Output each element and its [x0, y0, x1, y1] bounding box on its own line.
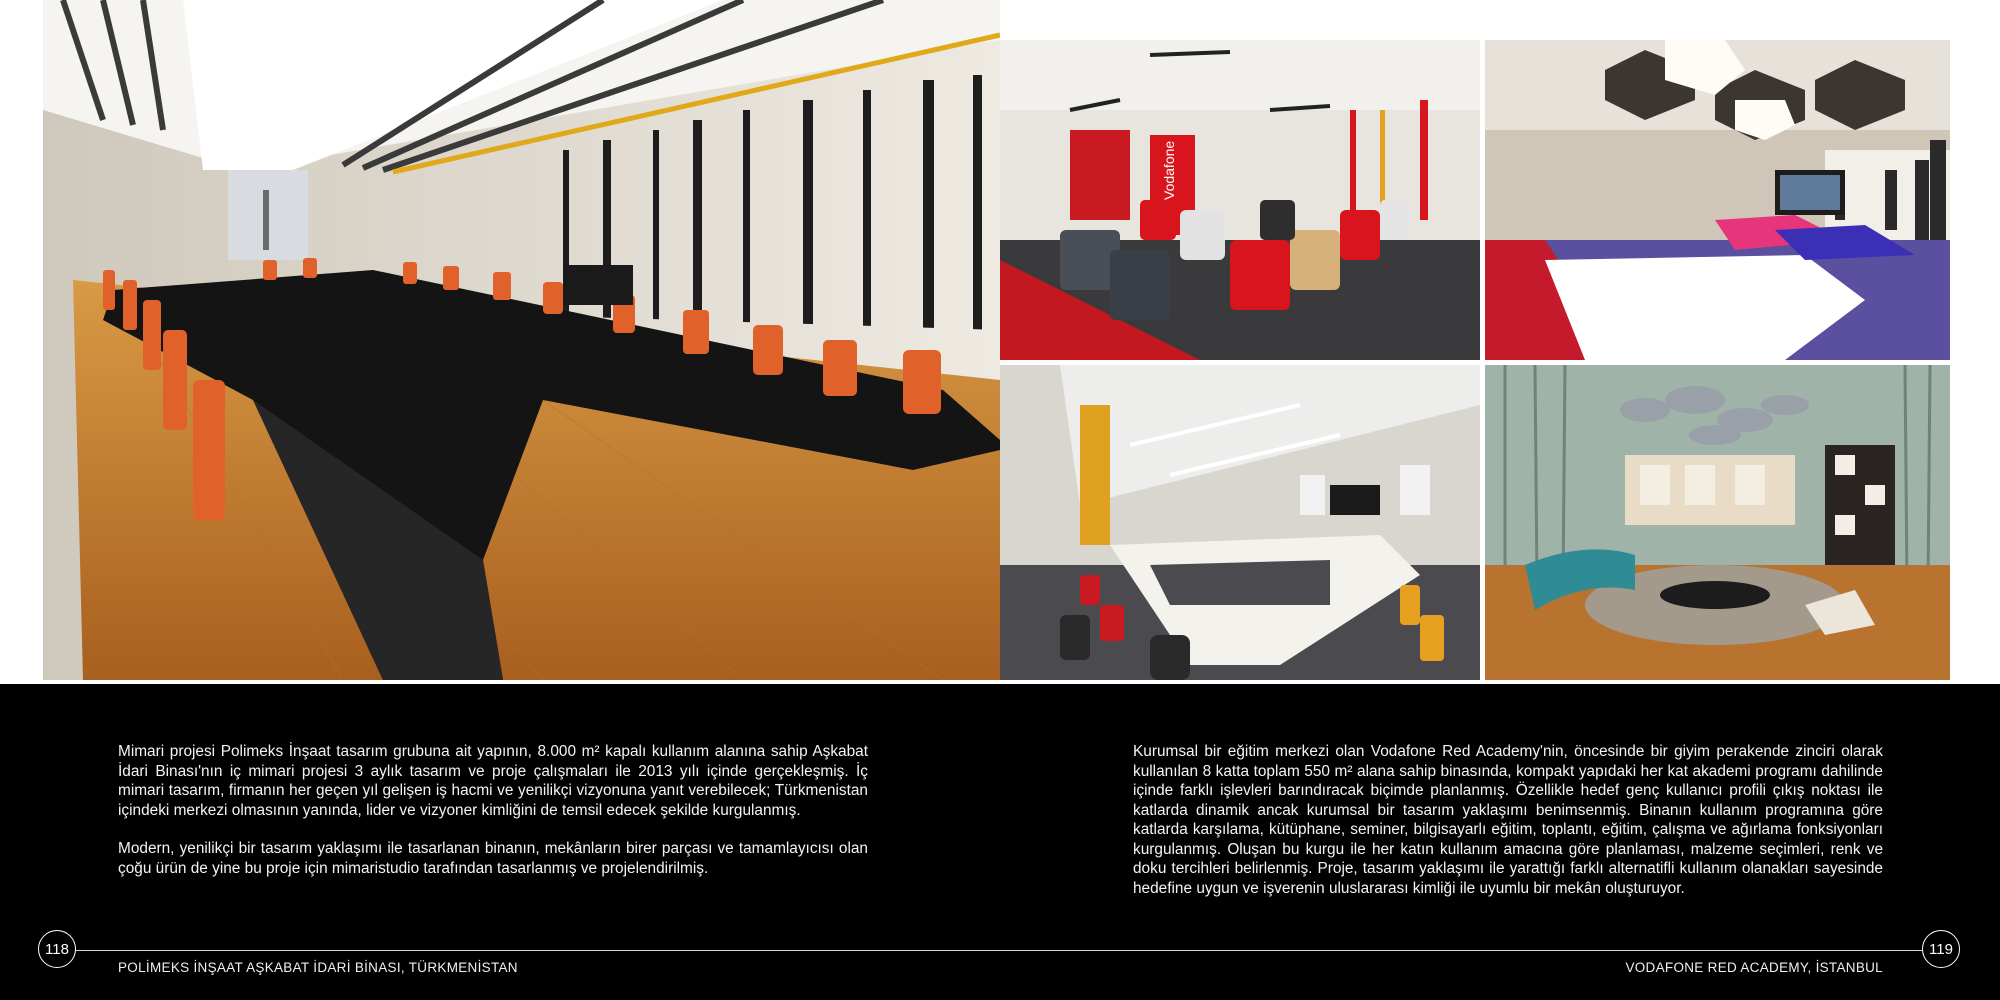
- right-paragraph: Kurumsal bir eğitim merkezi olan Vodafone Red Academy'nin, öncesinde bir giyim perakende zinciri olarak kullanılan 8 katta toplam 550 m² alana sahip binasında, kompakt yapıdaki her kat akademi programı dahilinde içinde farklı işlevleri barındıracak biçimde planlanmış. Özellikle hedef genç kullanıcı profili çıkış noktası ile katlarda dinamik ancak kurumsal bir tasarım yaklaşımı benimsenmiş. Binanın kullanım programına göre katlarda karşılama, kütüphane, seminer, bilgisayarlı eğitim, toplantı, eğitim, çalışma ve ağırlama fonksiyonları kurgulanmış. Oluşan bu kurgu ile her katın kullanım amacına göre planlaması, malzeme seçimleri, renk ve doku tercihleri belirlenmiş. Proje, tasarım yaklaşımı ile yarattığı farklı alternatifli kullanım olanakları sayesinde hedefine uygun ve işverenin uluslararası kimliği ile uyumlu bir mekân oluşturuyor.: [1133, 743, 1883, 897]
- classroom-photo: [1000, 40, 1480, 360]
- page-number-left: 118: [38, 930, 76, 968]
- left-page-text: [118, 742, 868, 897]
- boardroom-photo: [43, 0, 1000, 680]
- left-paragraph: Modern, yenilikçi bir tasarım yaklaşımı ile tasarlanan binanın, mekânların birer parçası ve tamamlayıcısı olan çoğu ürün de yine bu proje için mimaristudio tarafından tasarlanmış ve projelendirilmiş.: [118, 840, 868, 877]
- u-table-room-photo: [1000, 365, 1480, 680]
- right-page-caption: VODAFONE RED ACADEMY, İSTANBUL: [1625, 960, 1883, 975]
- page-number-right: 119: [1922, 930, 1960, 968]
- hexagon-room-photo: [1485, 40, 1950, 360]
- footer-divider: [58, 950, 1942, 951]
- svg-text:Vodafone: Vodafone: [1161, 140, 1177, 200]
- left-page-caption: POLİMEKS İNŞAAT AŞKABAT İDARİ BİNASI, TÜRKMENİSTAN: [118, 960, 518, 975]
- right-page-text: [1133, 742, 1883, 917]
- left-paragraph: Mimari projesi Polimeks İnşaat tasarım grubuna ait yapının, 8.000 m² kapalı kullanım alanına sahip Aşkabat İdari Binası'nın iç mimari projesi 3 aylık tasarım ve proje çalışmaları ile 2013 yılı içinde gerçekleşmiş. İç mimari tasarım, firmanın her geçen yıl gelişen iş hacmi ve yenilikçi vizyonuna yanıt verebilecek; Türkmenistan içindeki merkezi olmasının yanında, lider ve vizyoner kimliğini de temsil edecek şekilde kurgulanmış.: [118, 743, 868, 819]
- text-band: [0, 684, 2000, 1000]
- lounge-photo: [1485, 365, 1950, 680]
